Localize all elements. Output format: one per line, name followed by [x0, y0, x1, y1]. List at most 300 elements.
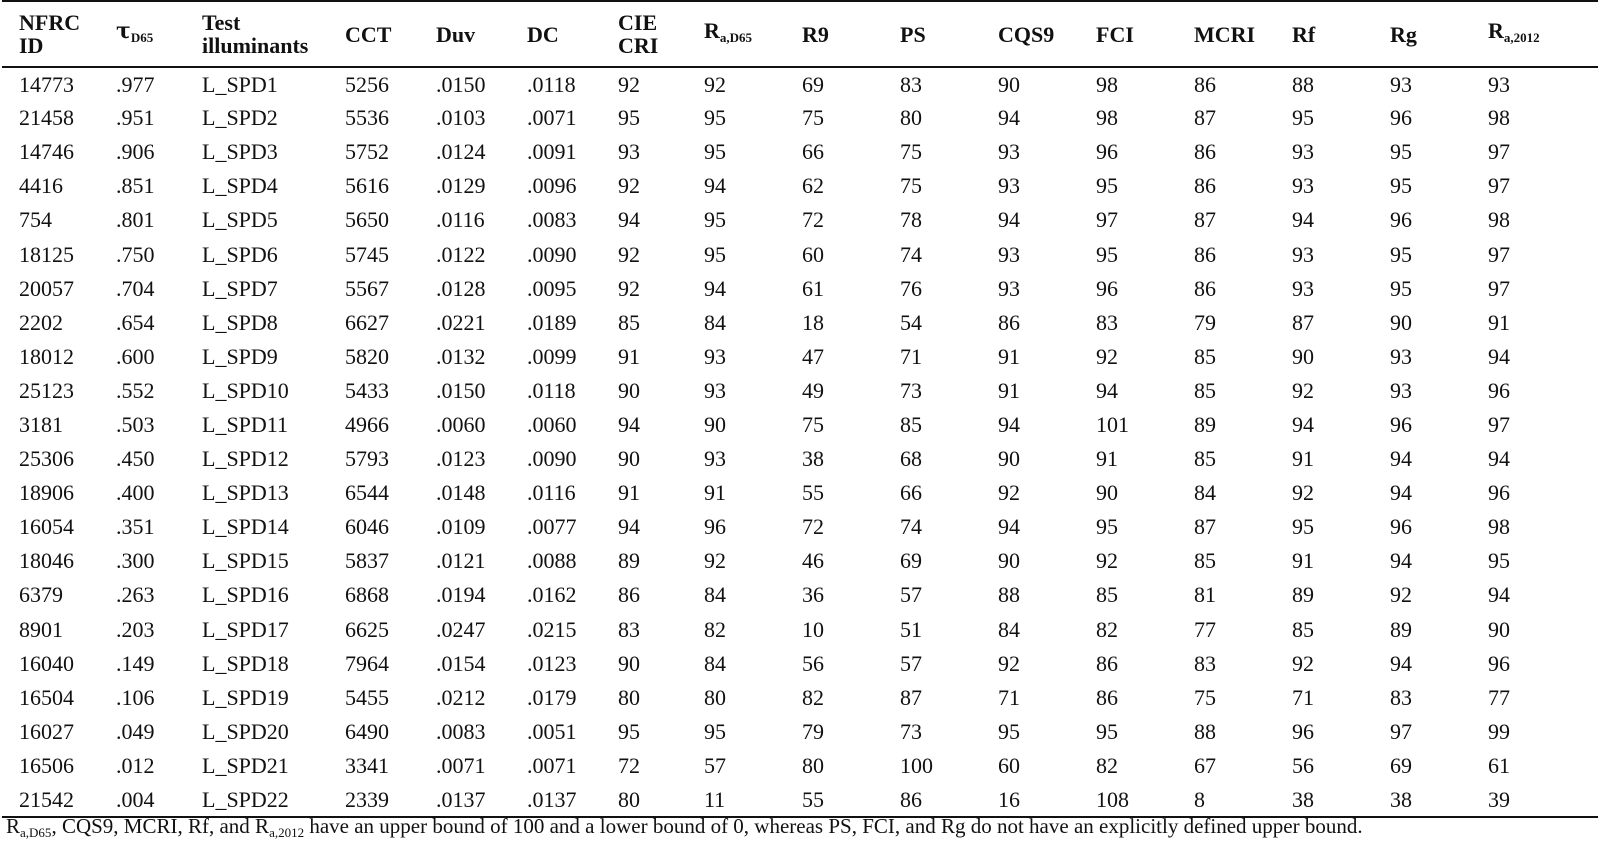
col-header-cie-cri: CIE CRI	[601, 1, 687, 67]
cell-fci: 91	[1096, 446, 1118, 472]
cell-r9: 69	[802, 71, 824, 97]
cell-ra2012: 61	[1488, 752, 1510, 778]
cell-mcri: 85	[1194, 343, 1216, 369]
cell-cct: 5433	[345, 377, 389, 403]
cell-ps: 51	[900, 616, 922, 642]
cell-duv: .0137	[419, 783, 510, 817]
cell-ps: 83	[900, 71, 922, 97]
cell-test: L_SPD12	[202, 446, 289, 472]
cell-nfrc: 8901	[19, 616, 63, 642]
cell-tau: .300	[116, 548, 155, 574]
cell-cct: 5256	[345, 71, 389, 97]
cell-cri: 91	[618, 343, 640, 369]
cell-tau: .552	[116, 377, 155, 403]
cell-cri: 72	[618, 752, 640, 778]
cell-rad65: 80	[704, 684, 726, 710]
cell-nfrc: 25306	[19, 446, 74, 472]
cell-fci: 83	[1096, 309, 1118, 335]
cell-dc: .0077	[527, 514, 577, 540]
cell-cct: 5616	[345, 173, 389, 199]
cell-duv: .0083	[436, 718, 486, 744]
table-row	[2, 783, 1598, 817]
cell-ps: 68	[900, 446, 922, 472]
cell-rf: 92	[1292, 480, 1314, 506]
cell-cri: 94	[618, 207, 640, 233]
cell-ra2012: 96	[1488, 650, 1510, 676]
cell-cct: 5650	[345, 207, 389, 233]
cell-ps: 85	[900, 411, 922, 437]
cell-ps: 74	[900, 241, 922, 267]
table-row	[2, 715, 1598, 749]
cell-rad65: 94	[704, 173, 726, 199]
cell-mcri: 86	[1194, 275, 1216, 301]
cell-duv: .0129	[436, 173, 486, 199]
col-header-cqs9: CQS9	[981, 1, 1079, 67]
cell-nfrc: 16040	[19, 650, 74, 676]
cell-ps: 57	[900, 650, 922, 676]
cell-rg: 95	[1390, 173, 1412, 199]
table-row	[2, 647, 1598, 681]
cell-rg: 95	[1390, 139, 1412, 165]
cell-cri: 86	[618, 582, 640, 608]
cell-r9: 10	[802, 616, 824, 642]
cell-rg: 95	[1390, 241, 1412, 267]
cell-rg: 94	[1390, 650, 1412, 676]
table-row	[2, 169, 1598, 203]
cell-duv: .0103	[436, 105, 486, 131]
cell-rg: 93	[1390, 343, 1412, 369]
cell-ps: 71	[900, 343, 922, 369]
cell-rad65: 95	[704, 105, 726, 131]
cell-rf: 56	[1292, 752, 1314, 778]
cell-rf: 87	[1292, 309, 1314, 335]
cell-duv: .0109	[436, 514, 486, 540]
cell-mcri: 89	[1194, 411, 1216, 437]
cell-r9: 60	[802, 241, 824, 267]
cell-r9: 47	[802, 343, 824, 369]
cell-ps: 54	[900, 309, 922, 335]
cell-dc: .0090	[527, 241, 577, 267]
cell-rad65: 84	[704, 582, 726, 608]
cell-cqs9: 93	[998, 241, 1020, 267]
cell-rg: 93	[1390, 71, 1412, 97]
cell-fci: 98	[1096, 105, 1118, 131]
cell-rad65: 90	[704, 411, 726, 437]
cell-r9: 72	[802, 207, 824, 233]
col-header-ra-d65: $R_{a,D65}$	[687, 1, 785, 67]
cell-nfrc: 4416	[19, 173, 63, 199]
cell-dc: .0071	[527, 105, 577, 131]
cell-cri: 93	[618, 139, 640, 165]
cell-test: L_SPD3	[202, 139, 278, 165]
cell-cct: 5793	[345, 446, 389, 472]
cell-tau: .906	[116, 139, 155, 165]
cell-r9: 82	[802, 684, 824, 710]
cell-tau: .106	[116, 684, 155, 710]
cell-cri: 92	[618, 173, 640, 199]
cell-cri: 91	[618, 480, 640, 506]
cell-cct: 6868	[345, 582, 389, 608]
cell-rf: 94	[1292, 411, 1314, 437]
cell-rad65: 11	[687, 783, 785, 817]
cell-ra2012: 94	[1488, 446, 1510, 472]
cell-test: L_SPD13	[202, 480, 289, 506]
cell-tau: .750	[116, 241, 155, 267]
cell-rg: 90	[1390, 309, 1412, 335]
cell-cct: 6544	[345, 480, 389, 506]
table-row	[2, 749, 1598, 783]
cell-ps: 73	[900, 377, 922, 403]
cell-tau: .503	[116, 411, 155, 437]
cell-rad65: 93	[704, 343, 726, 369]
cell-ra2012: 99	[1488, 718, 1510, 744]
table-row	[2, 408, 1598, 442]
cell-cqs9: 86	[998, 309, 1020, 335]
cell-ra2012: 94	[1488, 582, 1510, 608]
cell-test: L_SPD6	[202, 241, 278, 267]
cell-cri: 95	[618, 718, 640, 744]
cell-nfrc: 16027	[19, 718, 74, 744]
cell-rg: 94	[1390, 446, 1412, 472]
cell-ra2012: 93	[1488, 71, 1510, 97]
cell-mcri: 75	[1194, 684, 1216, 710]
cell-rf: 92	[1292, 377, 1314, 403]
cell-rg: 96	[1390, 105, 1412, 131]
cell-r9: 80	[802, 752, 824, 778]
cell-r9: 75	[802, 105, 824, 131]
cell-mcri: 85	[1194, 446, 1216, 472]
cell-cqs9: 93	[998, 275, 1020, 301]
cell-nfrc: 18906	[19, 480, 74, 506]
cell-rad65: 94	[704, 275, 726, 301]
cell-r9: 61	[802, 275, 824, 301]
cell-nfrc: 14773	[19, 71, 74, 97]
cell-cqs9: 71	[998, 684, 1020, 710]
cell-rf: 93	[1292, 275, 1314, 301]
col-header-test-illuminants: Test illuminants	[185, 1, 328, 67]
cell-tau: .263	[116, 582, 155, 608]
col-header-tau-d65: $\tau_{D65}$	[99, 1, 185, 67]
table-row	[2, 67, 1598, 101]
cell-fci: 97	[1096, 207, 1118, 233]
cell-tau: .801	[116, 207, 155, 233]
cell-cri: 92	[618, 71, 640, 97]
cell-cct: 5745	[345, 241, 389, 267]
cell-ra2012: 98	[1488, 207, 1510, 233]
col-header-duv: Duv	[419, 1, 510, 67]
cell-duv: .0150	[436, 71, 486, 97]
cell-duv: .0154	[436, 650, 486, 676]
cell-tau: .704	[116, 275, 155, 301]
cell-nfrc: 16506	[19, 752, 74, 778]
cell-ra2012: 39	[1471, 783, 1598, 817]
cell-test: L_SPD14	[202, 514, 289, 540]
cell-nfrc: 18012	[19, 343, 74, 369]
cell-rf: 95	[1292, 105, 1314, 131]
cell-r9: 38	[802, 446, 824, 472]
cell-cqs9: 91	[998, 343, 1020, 369]
col-header-ps: PS	[883, 1, 981, 67]
col-header-nfrc-id: NFRC ID	[2, 1, 99, 67]
cell-duv: .0221	[436, 309, 486, 335]
cell-duv: .0123	[436, 446, 486, 472]
cell-fci: 92	[1096, 343, 1118, 369]
cell-ps: 75	[900, 173, 922, 199]
cell-rg: 69	[1390, 752, 1412, 778]
cell-rf: 96	[1292, 718, 1314, 744]
cell-test: L_SPD19	[202, 684, 289, 710]
cell-ra2012: 96	[1488, 377, 1510, 403]
cell-tau: .012	[116, 752, 155, 778]
cell-test: L_SPD18	[202, 650, 289, 676]
cell-cqs9: 95	[998, 718, 1020, 744]
cell-test: L_SPD2	[202, 105, 278, 131]
table-row	[2, 101, 1598, 135]
cell-r9: 46	[802, 548, 824, 574]
cell-cqs9: 94	[998, 105, 1020, 131]
cell-rad65: 57	[704, 752, 726, 778]
table-row	[2, 510, 1598, 544]
col-header-fci: FCI	[1079, 1, 1177, 67]
cell-rf: 88	[1292, 71, 1314, 97]
cell-cqs9: 93	[998, 139, 1020, 165]
cell-test: L_SPD15	[202, 548, 289, 574]
cell-nfrc: 25123	[19, 377, 74, 403]
cell-cri: 90	[618, 446, 640, 472]
table-row	[2, 442, 1598, 476]
cell-mcri: 87	[1194, 514, 1216, 540]
cell-rad65: 84	[704, 309, 726, 335]
cell-dc: .0189	[527, 309, 577, 335]
cell-dc: .0060	[527, 411, 577, 437]
cell-test: L_SPD17	[202, 616, 289, 642]
cell-cri: 80	[601, 783, 687, 817]
cell-dc: .0088	[527, 548, 577, 574]
table-row	[2, 272, 1598, 306]
cell-cqs9: 16	[981, 783, 1079, 817]
col-header-dc: DC	[510, 1, 601, 67]
cell-dc: .0179	[527, 684, 577, 710]
cell-ra2012: 77	[1488, 684, 1510, 710]
cell-cqs9: 93	[998, 173, 1020, 199]
cell-ra2012: 96	[1488, 480, 1510, 506]
cell-cct: 7964	[345, 650, 389, 676]
cell-rad65: 95	[704, 718, 726, 744]
cell-dc: .0118	[527, 377, 576, 403]
cell-dc: .0090	[527, 446, 577, 472]
cell-r9: 72	[802, 514, 824, 540]
cell-rf: 91	[1292, 446, 1314, 472]
cell-cqs9: 90	[998, 548, 1020, 574]
cell-cqs9: 84	[998, 616, 1020, 642]
table-row	[2, 681, 1598, 715]
cell-rf: 92	[1292, 650, 1314, 676]
cell-cri: 83	[618, 616, 640, 642]
cell-ps: 57	[900, 582, 922, 608]
cell-mcri: 67	[1194, 752, 1216, 778]
cell-cqs9: 90	[998, 446, 1020, 472]
table-row	[2, 237, 1598, 271]
cell-dc: .0162	[527, 582, 577, 608]
table-row	[2, 578, 1598, 612]
cell-r9: 66	[802, 139, 824, 165]
cell-rf: 93	[1292, 241, 1314, 267]
cell-rg: 96	[1390, 207, 1412, 233]
cell-nfrc: 21542	[2, 783, 99, 817]
cell-test: L_SPD20	[202, 718, 289, 744]
cell-rg: 96	[1390, 514, 1412, 540]
cell-dc: .0083	[527, 207, 577, 233]
col-header-rg: Rg	[1373, 1, 1471, 67]
cell-cri: 94	[618, 411, 640, 437]
cell-tau: .049	[116, 718, 155, 744]
cell-duv: .0212	[436, 684, 486, 710]
cell-cqs9: 91	[998, 377, 1020, 403]
cell-test: L_SPD21	[202, 752, 289, 778]
cell-dc: .0116	[527, 480, 576, 506]
table-body	[2, 67, 1598, 817]
cell-rg: 93	[1390, 377, 1412, 403]
table-row	[2, 374, 1598, 408]
cell-ra2012: 94	[1488, 343, 1510, 369]
cell-ra2012: 98	[1488, 514, 1510, 540]
cell-nfrc: 20057	[19, 275, 74, 301]
cell-dc: .0137	[510, 783, 601, 817]
cell-r9: 79	[802, 718, 824, 744]
results-table	[2, 0, 1598, 818]
cell-fci: 85	[1096, 582, 1118, 608]
cell-ra2012: 97	[1488, 139, 1510, 165]
cell-dc: .0095	[527, 275, 577, 301]
cell-rg: 95	[1390, 275, 1412, 301]
cell-fci: 86	[1096, 650, 1118, 676]
cell-fci: 95	[1096, 241, 1118, 267]
cell-dc: .0091	[527, 139, 577, 165]
table-row	[2, 135, 1598, 169]
cell-rf: 90	[1292, 343, 1314, 369]
cell-cqs9: 90	[998, 71, 1020, 97]
cell-ps: 76	[900, 275, 922, 301]
cell-cqs9: 92	[998, 480, 1020, 506]
cell-test: L_SPD5	[202, 207, 278, 233]
cell-duv: .0121	[436, 548, 486, 574]
cell-r9: 49	[802, 377, 824, 403]
cell-r9: 18	[802, 309, 824, 335]
cell-ra2012: 97	[1488, 241, 1510, 267]
table-header	[2, 1, 1598, 67]
cell-rad65: 93	[704, 446, 726, 472]
cell-test: L_SPD10	[202, 377, 289, 403]
cell-test: L_SPD22	[185, 783, 328, 817]
cell-tau: .400	[116, 480, 155, 506]
cell-fci: 92	[1096, 548, 1118, 574]
cell-cqs9: 94	[998, 514, 1020, 540]
cell-mcri: 85	[1194, 377, 1216, 403]
cell-test: L_SPD8	[202, 309, 278, 335]
cell-ps: 100	[900, 752, 933, 778]
cell-ps: 74	[900, 514, 922, 540]
cell-cri: 95	[618, 105, 640, 131]
cell-dc: .0215	[527, 616, 577, 642]
cell-cct: 3341	[345, 752, 389, 778]
cell-ps: 80	[900, 105, 922, 131]
cell-cct: 5837	[345, 548, 389, 574]
cell-mcri: 8	[1177, 783, 1275, 817]
cell-rad65: 95	[704, 139, 726, 165]
cell-cct: 6046	[345, 514, 389, 540]
cell-cri: 92	[618, 275, 640, 301]
cell-tau: .203	[116, 616, 155, 642]
cell-mcri: 86	[1194, 173, 1216, 199]
cell-duv: .0116	[436, 207, 485, 233]
cell-duv: .0194	[436, 582, 486, 608]
cell-rad65: 82	[704, 616, 726, 642]
header-row	[2, 1, 1598, 67]
cell-fci: 95	[1096, 173, 1118, 199]
cell-nfrc: 3181	[19, 411, 63, 437]
cell-rg: 83	[1390, 684, 1412, 710]
table-row	[2, 613, 1598, 647]
cell-rad65: 84	[704, 650, 726, 676]
cell-nfrc: 18046	[19, 548, 74, 574]
cell-r9: 36	[802, 582, 824, 608]
cell-ra2012: 98	[1488, 105, 1510, 131]
cell-rf: 94	[1292, 207, 1314, 233]
cell-duv: .0128	[436, 275, 486, 301]
cell-mcri: 85	[1194, 548, 1216, 574]
cell-cct: 5567	[345, 275, 389, 301]
col-header-r9: R9	[785, 1, 883, 67]
cell-test: L_SPD1	[202, 71, 278, 97]
cell-cct: 5752	[345, 139, 389, 165]
cell-mcri: 83	[1194, 650, 1216, 676]
cell-rf: 38	[1275, 783, 1373, 817]
cell-nfrc: 21458	[19, 105, 74, 131]
cell-rg: 92	[1390, 582, 1412, 608]
cell-rg: 96	[1390, 411, 1412, 437]
cell-rg: 94	[1390, 548, 1412, 574]
cell-test: L_SPD16	[202, 582, 289, 608]
cell-duv: .0122	[436, 241, 486, 267]
cell-rad65: 96	[704, 514, 726, 540]
cell-ra2012: 90	[1488, 616, 1510, 642]
cell-fci: 108	[1079, 783, 1177, 817]
cell-rf: 71	[1292, 684, 1314, 710]
cell-nfrc: 16054	[19, 514, 74, 540]
table-footnote: $R_{a,D65}$, CQS9, MCRI, Rf, and $R_{a,2012}$ have an upper bound of 100 and a lower bound of 0, whereas PS, FCI, and Rg do not have an explicitly defined upper bound.	[6, 814, 1363, 840]
cell-fci: 82	[1096, 752, 1118, 778]
cell-fci: 90	[1096, 480, 1118, 506]
col-header-rf: Rf	[1275, 1, 1373, 67]
cell-nfrc: 14746	[19, 139, 74, 165]
cell-cct: 6490	[345, 718, 389, 744]
cell-nfrc: 2202	[19, 309, 63, 335]
cell-cri: 92	[618, 241, 640, 267]
cell-nfrc: 16504	[19, 684, 74, 710]
cell-dc: .0123	[527, 650, 577, 676]
cell-duv: .0071	[436, 752, 486, 778]
cell-tau: .654	[116, 309, 155, 335]
cell-tau: .004	[99, 783, 185, 817]
cell-rad65: 92	[704, 71, 726, 97]
cell-tau: .600	[116, 343, 155, 369]
cell-nfrc: 18125	[19, 241, 74, 267]
cell-ra2012: 97	[1488, 275, 1510, 301]
cell-test: L_SPD7	[202, 275, 278, 301]
cell-ra2012: 97	[1488, 411, 1510, 437]
cell-cqs9: 94	[998, 411, 1020, 437]
cell-test: L_SPD11	[202, 411, 288, 437]
